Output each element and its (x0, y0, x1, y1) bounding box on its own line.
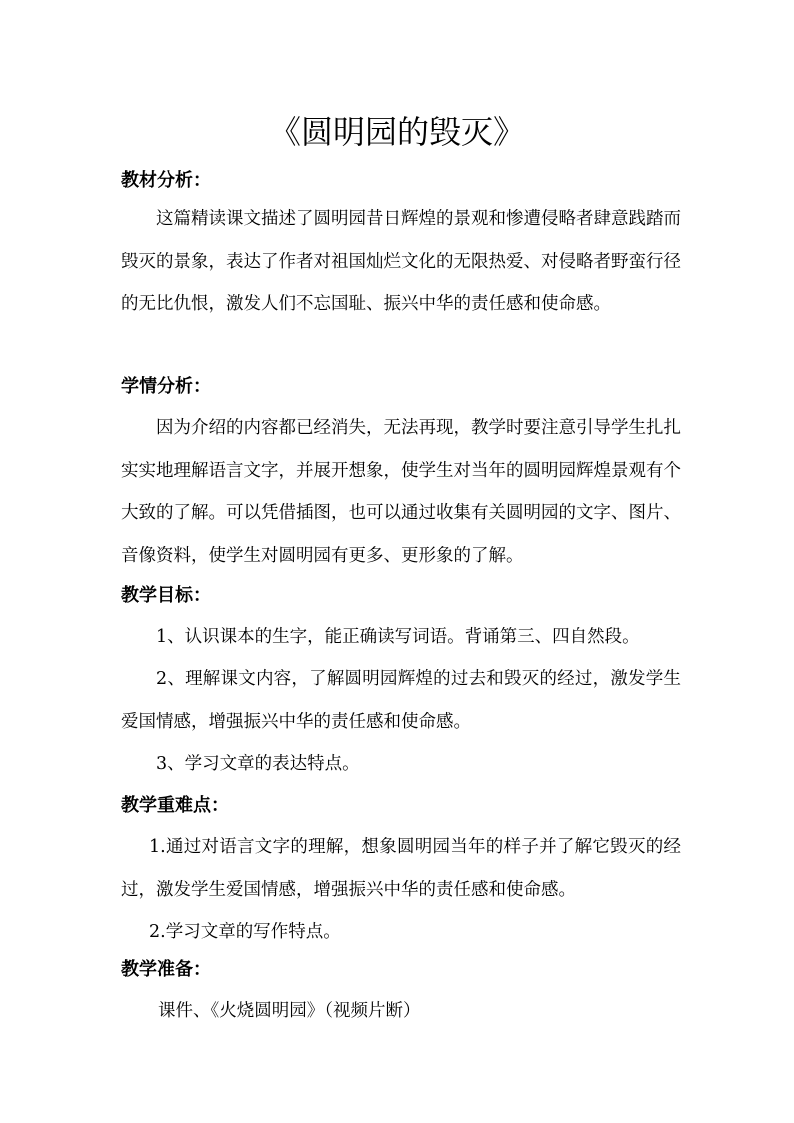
paragraph-student-analysis: 因为介绍的内容都已经消失，无法再现，教学时要注意引导学生扎扎实实地理解语言文字，并展开想象，使学生对当年的圆明园辉煌景观有个大致的了解。可以凭借插图，也可以通过收集有关圆明园的文字、图片、音像资料，使学生对圆明园有更多、更形象的了解。 (121, 418, 681, 566)
keypoint-item-2: 2.学习文章的写作特点。 (149, 922, 341, 942)
heading-student-analysis: 学情分析： (121, 376, 211, 397)
heading-teaching-goals: 教学目标： (121, 585, 211, 606)
goal-item-2: 2、理解课文内容，了解圆明园辉煌的过去和毁灭的经过，激发学生爱国情感，增强振兴中华的责任感和使命感。 (121, 669, 681, 732)
page-title: 《圆明园的毁灭》 (268, 113, 525, 151)
goal-item-1: 1、认识课本的生字，能正确读写词语。背诵第三、四自然段。 (156, 627, 640, 647)
heading-material-analysis: 教材分析： (121, 170, 211, 191)
keypoint-item-1: 1.通过对语言文字的理解，想象圆明园当年的样子并了解它毁灭的经过，激发学生爱国情感，增强振兴中华的责任感和使命感。 (121, 837, 681, 900)
goal-item-3: 3、学习文章的表达特点。 (156, 754, 360, 774)
paragraph-material-analysis: 这篇精读课文描述了圆明园昔日辉煌的景观和惨遭侵略者肆意践踏而毁灭的景象，表达了作者对祖国灿烂文化的无限热爱、对侵略者野蛮行径的无比仇恨，激发人们不忘国耻、振兴中华的责任感和使命感。 (121, 209, 681, 314)
preparation-materials: 课件、《火烧圆明园》（视频片断） (158, 1001, 421, 1021)
heading-teaching-preparation: 教学准备： (121, 959, 211, 980)
heading-key-difficult-points: 教学重难点： (121, 795, 229, 816)
